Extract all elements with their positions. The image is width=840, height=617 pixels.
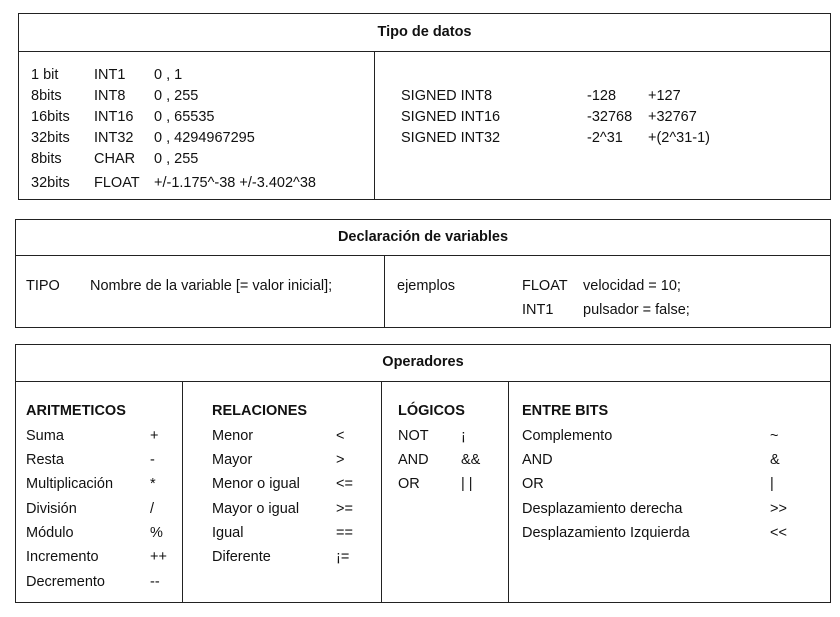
operator-name: Desplazamiento derecha [522,501,683,517]
syntax-label: Nombre de la variable [= valor inicial]; [90,278,333,294]
type-label: CHAR [94,151,136,167]
signed-type-label: SIGNED INT32 [401,130,501,146]
signed-min-label: -128 [587,88,617,104]
operator-name: OR [398,476,420,492]
example-type: INT1 [522,302,554,318]
operator-symbol: / [150,501,155,517]
operator-name: Complemento [522,428,613,444]
operator-name: OR [522,476,544,492]
range-label: 0 , 255 [154,151,199,167]
operator-name: Resta [26,452,64,468]
operator-symbol: -- [150,574,160,590]
operator-name: División [26,501,77,517]
operator-name: Menor [212,428,254,444]
aritmeticos-heading: ARITMETICOS [26,403,126,419]
tipo-datos-title: Tipo de datos [19,14,830,52]
range-label: +/-1.175^-38 +/-3.402^38 [154,175,316,191]
operator-symbol: == [336,525,353,541]
bits-label: 16bits [31,109,70,125]
operator-symbol: * [150,476,156,492]
bits-label: 8bits [31,88,62,104]
signed-type-label: SIGNED INT16 [401,109,501,125]
tipo-label: TIPO [26,278,60,294]
signed-type-label: SIGNED INT8 [401,88,493,104]
operadores-divider [381,382,382,602]
relaciones-heading: RELACIONES [212,403,308,419]
operator-symbol: ¡= [336,549,350,565]
signed-min-label: -2^31 [587,130,623,146]
operator-symbol: ¡ [461,428,466,444]
range-label: 0 , 65535 [154,109,215,125]
type-label: INT1 [94,67,126,83]
operator-symbol: > [336,452,345,468]
example-type: FLOAT [522,278,568,294]
example-code: pulsador = false; [583,302,690,318]
signed-min-label: -32768 [587,109,633,125]
range-label: 0 , 4294967295 [154,130,255,146]
operator-name: Igual [212,525,244,541]
operator-symbol: ++ [150,549,167,565]
bits-label: 32bits [31,130,70,146]
operator-name: Mayor [212,452,253,468]
operator-name: AND [398,452,429,468]
type-label: INT8 [94,88,126,104]
operator-name: Suma [26,428,64,444]
operator-name: Diferente [212,549,271,565]
bits-label: 8bits [31,151,62,167]
operator-symbol: % [150,525,163,541]
type-label: INT16 [94,109,134,125]
type-label: INT32 [94,130,134,146]
range-label: 0 , 1 [154,67,183,83]
bits-label: 1 bit [31,67,59,83]
bits-label: 32bits [31,175,70,191]
tipo-datos-section [18,13,831,200]
operator-symbol: < [336,428,345,444]
operadores-section [15,344,831,603]
declaracion-section [15,219,831,328]
operator-name: Multiplicación [26,476,114,492]
operator-symbol: << [770,525,787,541]
operator-symbol: >= [336,501,353,517]
operator-name: Desplazamiento Izquierda [522,525,690,541]
operadores-divider [182,382,183,602]
operator-symbol: + [150,428,159,444]
operator-name: Módulo [26,525,74,541]
type-label: FLOAT [94,175,140,191]
tipo-datos-divider [374,52,375,199]
operator-name: Mayor o igual [212,501,300,517]
operator-symbol: >> [770,501,787,517]
operator-name: Menor o igual [212,476,300,492]
range-label: 0 , 255 [154,88,199,104]
operadores-title: Operadores [16,345,830,382]
declaracion-title: Declaración de variables [16,220,830,256]
operator-symbol: | | [461,476,473,492]
example-code: velocidad = 10; [583,278,681,294]
operator-symbol: <= [336,476,353,492]
operator-symbol: & [770,452,780,468]
operator-name: NOT [398,428,429,444]
signed-max-label: +32767 [648,109,697,125]
signed-max-label: +(2^31-1) [648,130,711,146]
operator-symbol: ~ [770,428,779,444]
operator-symbol: | [770,476,774,492]
operator-symbol: - [150,452,155,468]
entre-bits-heading: ENTRE BITS [522,403,609,419]
declaracion-divider [384,256,385,327]
logicos-heading: LÓGICOS [398,403,465,419]
operator-name: AND [522,452,553,468]
operadores-divider [508,382,509,602]
ejemplos-label: ejemplos [397,278,456,294]
signed-max-label: +127 [648,88,681,104]
operator-name: Decremento [26,574,105,590]
operator-symbol: && [461,452,481,468]
operator-name: Incremento [26,549,99,565]
